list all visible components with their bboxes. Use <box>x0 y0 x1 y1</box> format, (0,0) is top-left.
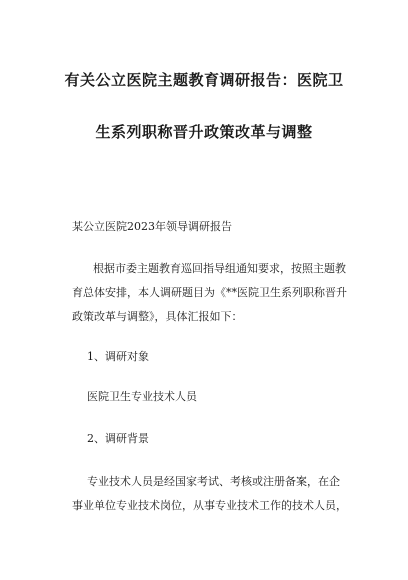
section-1-heading: 1、调研对象 <box>87 350 149 363</box>
intro-paragraph-line-3: 政策改革与调整》，具体汇报如下： <box>72 310 243 323</box>
background-paragraph-line-2: 事业单位专业技术岗位，从事专业技术工作的技术人员， <box>72 499 347 512</box>
intro-paragraph <box>72 257 347 329</box>
document-title-line-1: 有关公立医院主题教育调研报告：医院卫 <box>64 71 344 89</box>
background-paragraph <box>72 470 362 518</box>
document-title-line-2: 生系列职称晋升政策改革与调整 <box>95 123 313 141</box>
intro-paragraph-line-2: 育总体安排，本人调研题目为《**医院卫生系列职称晋升 <box>72 286 347 299</box>
background-paragraph-line-1: 专业技术人员是经国家考试、考核或注册备案，在企 <box>87 475 340 488</box>
report-origin: 某公立医院2023年领导调研报告 <box>72 220 232 233</box>
section-1-content: 医院卫生专业技术人员 <box>87 390 197 403</box>
intro-paragraph-line-1: 根据市委主题教育巡回指导组通知要求，按照主题教 <box>93 262 346 275</box>
section-2-heading: 2、调研背景 <box>87 432 149 445</box>
